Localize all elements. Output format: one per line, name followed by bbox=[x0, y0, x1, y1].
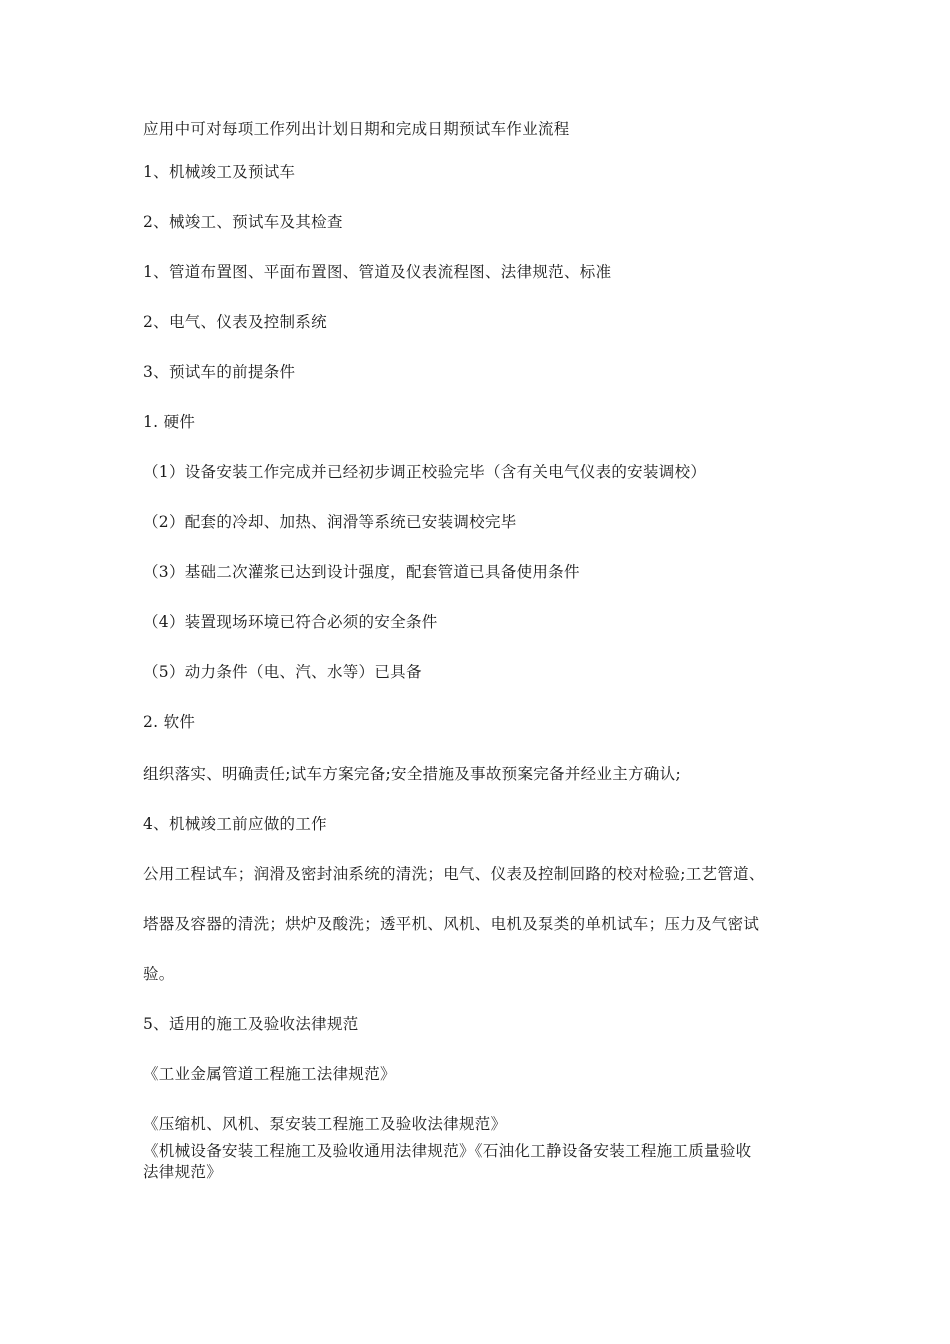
paragraph: 验。 bbox=[143, 965, 175, 983]
paragraph: 1、机械竣工及预试车 bbox=[143, 163, 296, 181]
paragraph: 组织落实、明确责任;试车方案完备;安全措施及事故预案完备并经业主方确认; bbox=[143, 765, 681, 783]
paragraph: 2、电气、仪表及控制系统 bbox=[143, 313, 327, 331]
paragraph: 5、适用的施工及验收法律规范 bbox=[143, 1015, 359, 1033]
paragraph: 《机械设备安装工程施工及验收通用法律规范》《石油化工静设备安装工程施工质量验收 bbox=[143, 1142, 752, 1160]
document-title: 应用中可对每项工作列出计划日期和完成日期预试车作业流程 bbox=[143, 120, 570, 138]
paragraph: （3）基础二次灌浆已达到设计强度，配套管道已具备使用条件 bbox=[143, 563, 580, 581]
paragraph: 4、机械竣工前应做的工作 bbox=[143, 815, 327, 833]
paragraph: 2、械竣工、预试车及其检查 bbox=[143, 213, 343, 231]
paragraph: 《工业金属管道工程施工法律规范》 bbox=[143, 1065, 396, 1083]
paragraph: 《压缩机、风机、泵安装工程施工及验收法律规范》 bbox=[143, 1115, 507, 1133]
paragraph: 法律规范》 bbox=[143, 1163, 223, 1181]
paragraph: （2）配套的冷却、加热、润滑等系统已安装调校完毕 bbox=[143, 513, 517, 531]
paragraph: 公用工程试车；润滑及密封油系统的清洗；电气、仪表及控制回路的校对检验;工艺管道、 bbox=[143, 865, 765, 883]
paragraph: 塔器及容器的清洗；烘炉及酸洗；透平机、风机、电机及泵类的单机试车；压力及气密试 bbox=[143, 915, 760, 933]
paragraph: （4）装置现场环境已符合必须的安全条件 bbox=[143, 613, 438, 631]
paragraph: 1、管道布置图、平面布置图、管道及仪表流程图、法律规范、标准 bbox=[143, 263, 612, 281]
paragraph: 2. 软件 bbox=[143, 713, 196, 731]
paragraph: 1. 硬件 bbox=[143, 413, 196, 431]
paragraph: （1）设备安装工作完成并已经初步调正校验完毕（含有关电气仪表的安装调校） bbox=[143, 463, 707, 481]
paragraph: （5）动力条件（电、汽、水等）已具备 bbox=[143, 663, 422, 681]
paragraph: 3、预试车的前提条件 bbox=[143, 363, 296, 381]
